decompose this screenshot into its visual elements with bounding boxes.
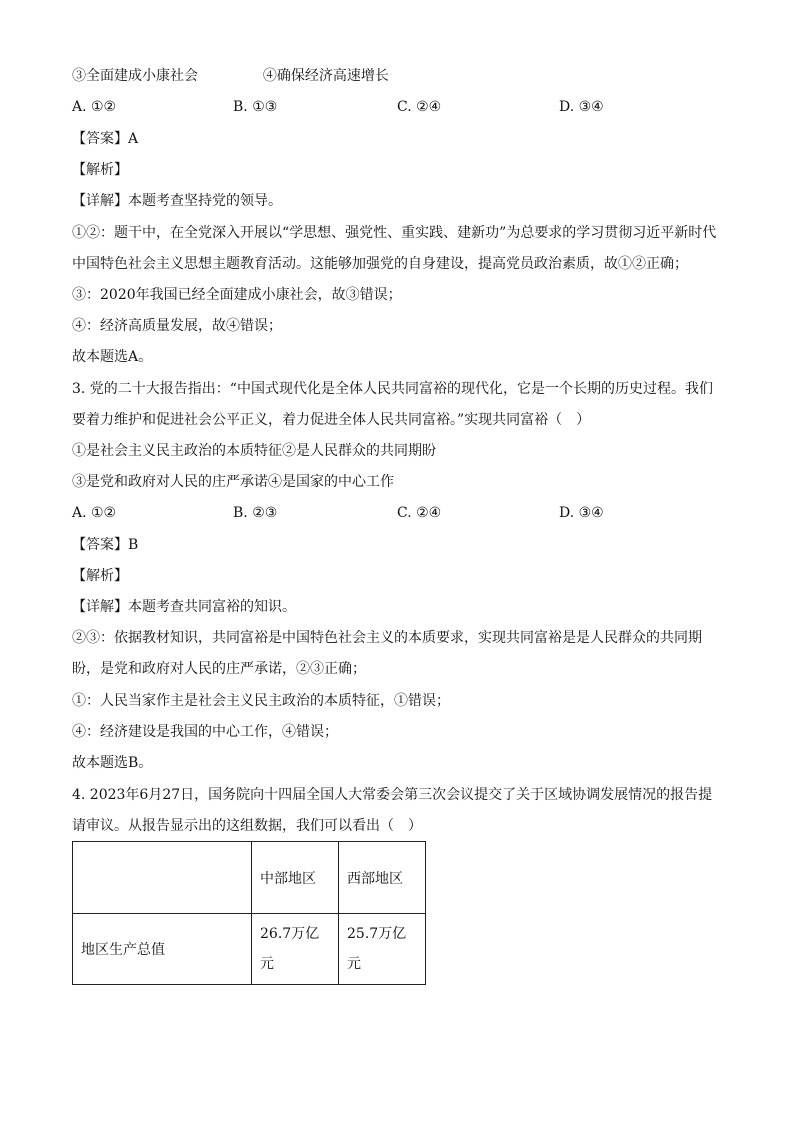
q3-answer: 【答案】B bbox=[72, 537, 139, 553]
q2-option-c: C. ②④ bbox=[397, 99, 442, 115]
western-gdp-text: 25.7万亿元 bbox=[347, 926, 407, 972]
q2-conclusion: 故本题选A。 bbox=[72, 349, 153, 365]
q3-items-line: ③是党和政府对人民的庄严承诺④是国家的中心工作 bbox=[72, 474, 394, 490]
q2-option-a: A. ①② bbox=[72, 99, 117, 115]
q3-items-line: ①是社会主义民主政治的本质特征②是人民群众的共同期盼 bbox=[72, 443, 436, 459]
q2-detail: 【详解】本题考查坚持党的领导。 bbox=[72, 193, 282, 209]
q4-stem-line: 4. 2023年6月27日，国务院向十四届全国人大常委会第三次会议提交了关于区域协调发展情况的报告提 bbox=[72, 787, 713, 803]
q2-explanation-line: ④：经济高质量发展，故④错误； bbox=[72, 318, 282, 334]
q3-conclusion: 故本题选B。 bbox=[72, 755, 153, 771]
q2-items-row bbox=[72, 66, 389, 86]
q3-option-a: A. ①② bbox=[72, 505, 117, 521]
table-corner-cell bbox=[73, 842, 252, 914]
q3-option-b: B. ②③ bbox=[233, 505, 278, 521]
q2-explanation-line: ①②：题干中，在全党深入开展以“学思想、强党性、重实践、建新功”为总要求的学习贯彻习近平新时代 bbox=[72, 225, 717, 241]
q3-explanation-line: ②③：依据教材知识，共同富裕是中国特色社会主义的本质要求，实现共同富裕是是人民群众的共同期 bbox=[72, 630, 702, 646]
q2-explanation-line: 中国特色社会主义思想主题教育活动。这能够加强党的自身建设，提高党员政治素质，故①②正确； bbox=[72, 256, 688, 272]
table-row bbox=[73, 914, 426, 985]
header-western-region: 西部地区 bbox=[339, 842, 426, 914]
q3-stem-line: 要着力维护和促进社会公平正义，着力促进全体人民共同富裕。”实现共同富裕（ ） bbox=[72, 412, 591, 428]
q3-explanation-line: ④：经济建设是我国的中心工作，④错误； bbox=[72, 724, 338, 740]
q2-item-4: ④确保经济高速增长 bbox=[262, 68, 389, 84]
q2-options bbox=[72, 97, 732, 117]
gdp-table bbox=[72, 841, 426, 985]
q2-answer: 【答案】A bbox=[72, 131, 139, 147]
row-label-gdp: 地区生产总值 bbox=[73, 914, 252, 985]
central-gdp-text: 26.7万亿元 bbox=[260, 926, 320, 972]
q2-item-3: ③全面建成小康社会 bbox=[72, 68, 198, 84]
q3-analysis-heading: 【解析】 bbox=[72, 568, 128, 584]
central-gdp-value bbox=[252, 914, 339, 985]
q4-stem-line: 请审议。从报告显示出的这组数据，我们可以看出（ ） bbox=[72, 818, 422, 834]
q3-options bbox=[72, 503, 732, 523]
q2-option-b: B. ①③ bbox=[233, 99, 278, 115]
q2-explanation-line: ③：2020年我国已经全面建成小康社会，故③错误； bbox=[72, 287, 402, 303]
q2-analysis-heading: 【解析】 bbox=[72, 162, 128, 178]
header-central-region: 中部地区 bbox=[252, 842, 339, 914]
table-header-row bbox=[73, 842, 426, 914]
q3-option-d: D. ③④ bbox=[559, 505, 604, 521]
q3-explanation-line: 盼，是党和政府对人民的庄严承诺，②③正确； bbox=[72, 661, 366, 677]
western-gdp-value bbox=[339, 914, 426, 985]
q3-explanation-line: ①：人民当家作主是社会主义民主政治的本质特征，①错误； bbox=[72, 693, 450, 709]
q3-option-c: C. ②④ bbox=[397, 505, 442, 521]
q3-stem-line: 3. 党的二十大报告指出：“中国式现代化是全体人民共同富裕的现代化，它是一个长期的历史过程。我们 bbox=[72, 381, 713, 397]
q2-option-d: D. ③④ bbox=[559, 99, 604, 115]
q3-detail: 【详解】本题考查共同富裕的知识。 bbox=[72, 599, 296, 615]
